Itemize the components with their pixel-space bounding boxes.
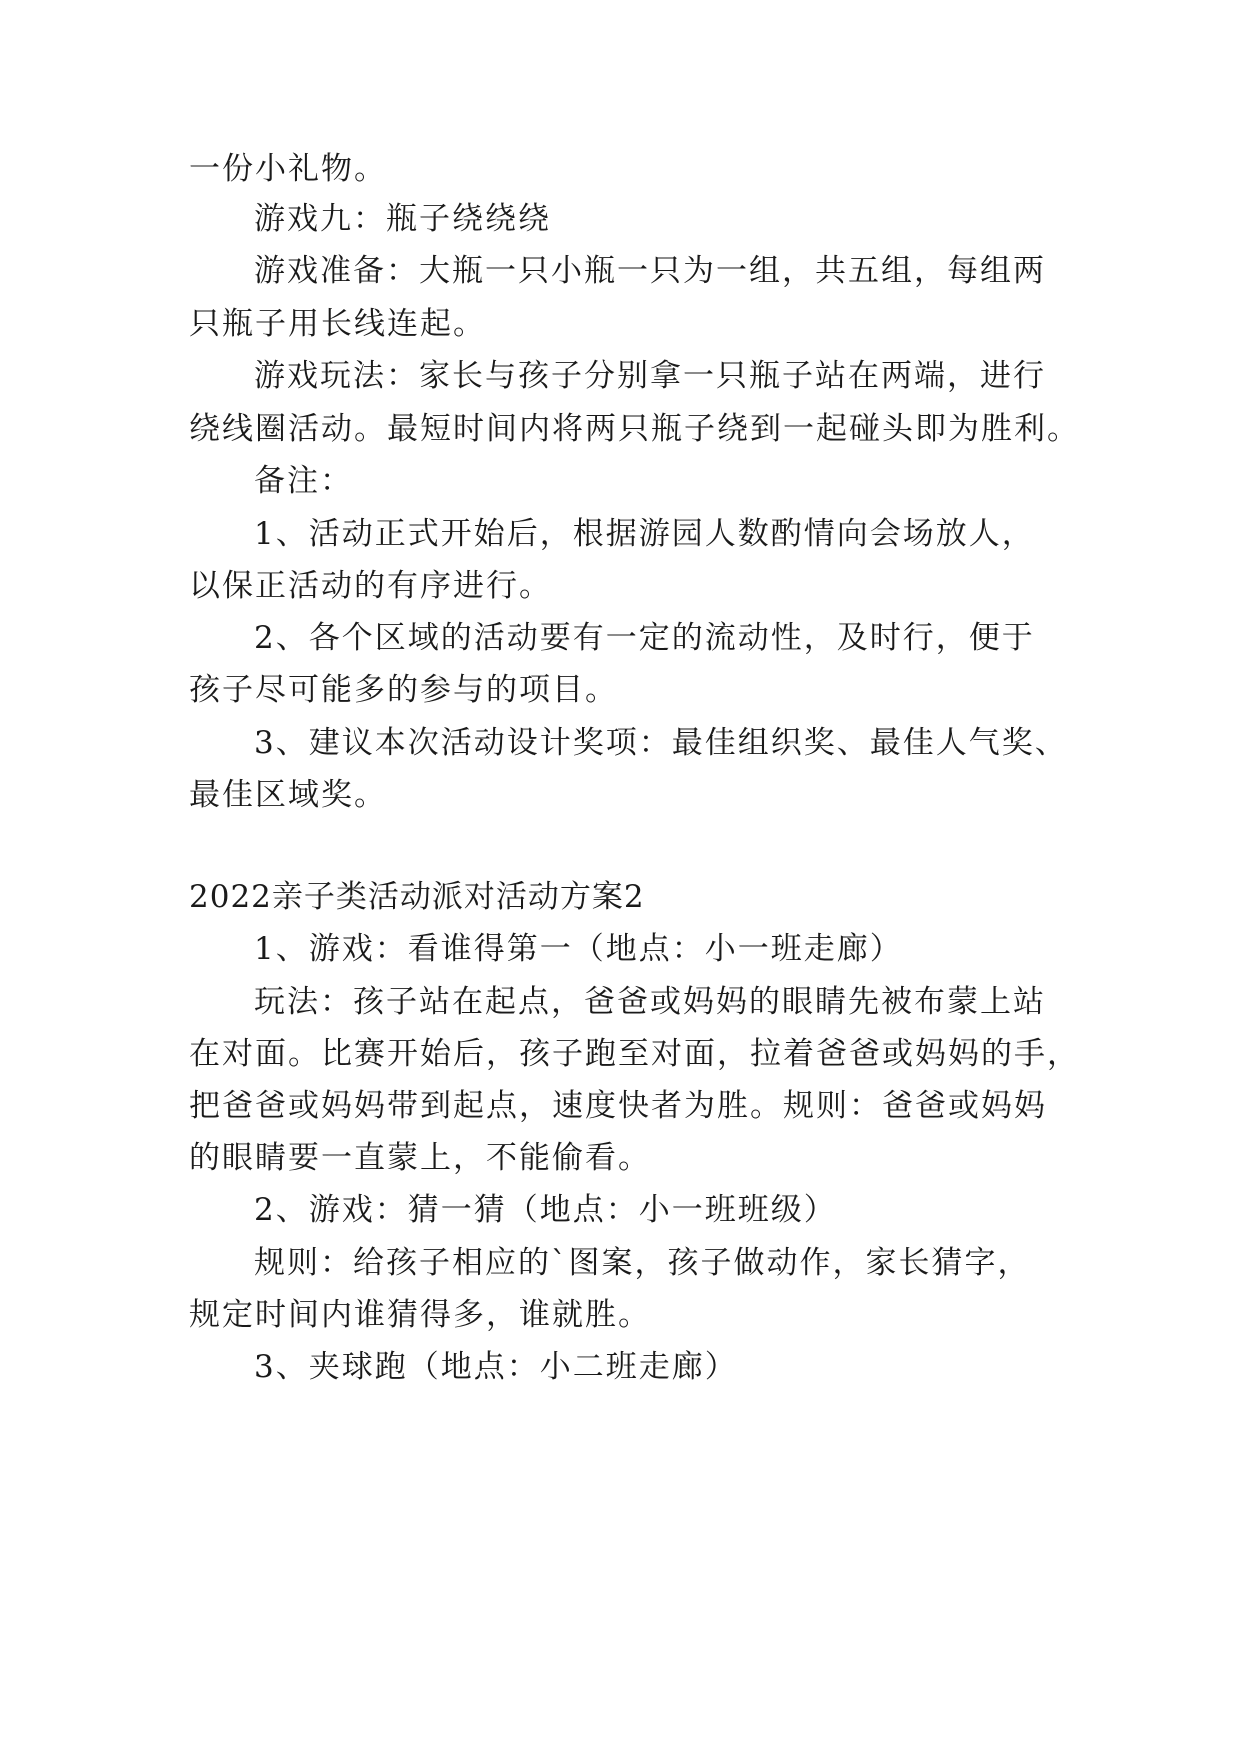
text-line: 绕线圈活动。最短时间内将两只瓶子绕到一起碰头即为胜利。	[189, 411, 1080, 447]
text-line: 游戏准备：大瓶一只小瓶一只为一组，共五组，每组两	[254, 253, 1046, 289]
text-line: 3、建议本次活动设计奖项：最佳组织奖、最佳人气奖、	[254, 725, 1068, 761]
text-line: 规定时间内谁猜得多，谁就胜。	[189, 1297, 651, 1333]
text-line: 2、各个区域的活动要有一定的流动性，及时行，便于	[254, 620, 1035, 656]
game-nine-title: 游戏九：瓶子绕绕绕	[254, 201, 551, 237]
text-line: 2、游戏：猜一猜（地点：小一班班级）	[254, 1192, 837, 1228]
section-heading: 2022亲子类活动派对活动方案2	[189, 879, 645, 915]
text-line: 把爸爸或妈妈带到起点，速度快者为胜。规则：爸爸或妈妈	[189, 1088, 1047, 1124]
text-line: 1、游戏：看谁得第一（地点：小一班走廊）	[254, 931, 903, 967]
text-line: 以保正活动的有序进行。	[189, 568, 552, 604]
text-line: 游戏玩法：家长与孩子分别拿一只瓶子站在两端，进行	[254, 358, 1046, 394]
text-line: 一份小礼物。	[189, 151, 387, 187]
text-line: 规则：给孩子相应的`图案，孩子做动作，家长猜字，	[254, 1245, 1031, 1281]
text-line: 只瓶子用长线连起。	[189, 306, 486, 342]
text-line: 孩子尽可能多的参与的项目。	[189, 672, 618, 708]
text-line: 玩法：孩子站在起点，爸爸或妈妈的眼睛先被布蒙上站	[254, 984, 1046, 1020]
text-line: 的眼睛要一直蒙上，不能偷看。	[189, 1140, 651, 1176]
text-line: 3、夹球跑（地点：小二班走廊）	[254, 1349, 738, 1385]
notes-heading: 备注：	[254, 463, 353, 499]
text-line: 在对面。比赛开始后，孩子跑至对面，拉着爸爸或妈妈的手，	[189, 1036, 1080, 1072]
text-line: 1、活动正式开始后，根据游园人数酌情向会场放人，	[254, 516, 1035, 552]
text-line: 最佳区域奖。	[189, 777, 387, 813]
